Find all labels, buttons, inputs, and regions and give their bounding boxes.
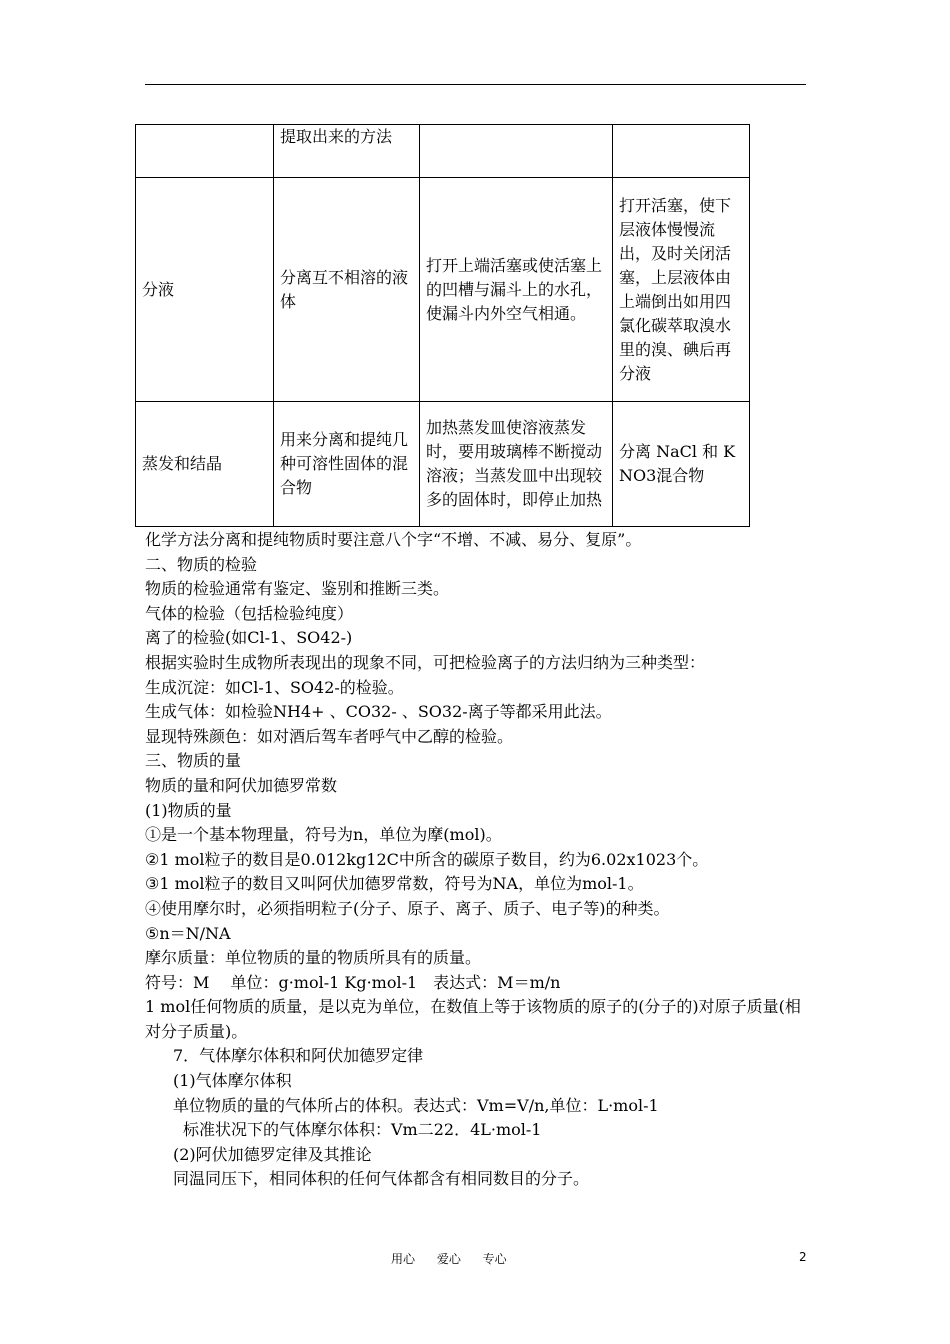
- text-line: (1)物质的量: [145, 800, 232, 820]
- text-line: 符号：M 单位：g·mol-1 Kg·mol-1 表达式：M＝m/n: [145, 972, 561, 992]
- text-line: 物质的检验通常有鉴定、鉴别和推断三类。: [145, 579, 450, 599]
- example-cell: 分离 NaCl 和 KNO3混合物: [613, 402, 750, 527]
- purpose-cell: 用来分离和提纯几种可溶性固体的混合物: [274, 402, 420, 527]
- text-line: 离了的检验(如Cl-1、SO42-): [145, 628, 353, 648]
- text-line: ①是一个基本物理量，符号为n，单位为摩(mol)。: [145, 825, 502, 845]
- text-line: 同温同压下，相同体积的任何气体都含有相同数目的分子。: [173, 1169, 590, 1189]
- section-heading: 二、物质的检验: [145, 554, 258, 574]
- text-line: 生成气体：如检验NH4+ 、CO32- 、SO32-离子等都采用此法。: [145, 702, 612, 722]
- table-row: [136, 402, 750, 527]
- body-text: [145, 528, 815, 1192]
- text-line: 根据实验时生成物所表现出的现象不同，可把检验离子的方法归纳为三种类型：: [145, 652, 706, 672]
- header-rule: [145, 84, 806, 85]
- operation-cell: [420, 125, 613, 178]
- example-cell: 打开活塞，使下层液体慢慢流出，及时关闭活塞，上层液体由上端倒出如用四氯化碳萃取溴水里的溴、碘后再分液: [613, 178, 750, 402]
- page-number: 2: [799, 1250, 807, 1264]
- separation-methods-table: [135, 124, 750, 527]
- purpose-cell: 提取出来的方法: [274, 125, 420, 178]
- text-line: 摩尔质量：单位物质的量的物质所具有的质量。: [145, 948, 482, 968]
- operation-cell: 加热蒸发皿使溶液蒸发时，要用玻璃棒不断搅动溶液；当蒸发皿中出现较多的固体时，即停止加热: [420, 402, 613, 527]
- method-cell: 分液: [136, 178, 274, 402]
- operation-cell: 打开上端活塞或使活塞上的凹槽与漏斗上的水孔，使漏斗内外空气相通。: [420, 178, 613, 402]
- example-cell: [613, 125, 750, 178]
- purpose-cell: 分离互不相溶的液体: [274, 178, 420, 402]
- text-line: 化学方法分离和提纯物质时要注意八个字“不增、不减、易分、复原”。: [145, 530, 642, 549]
- text-line: 气体的检验（包括检验纯度）: [145, 603, 354, 623]
- text-line: 标准状况下的气体摩尔体积：Vm二22．4L·mol-1: [183, 1120, 542, 1140]
- text-line: 生成沉淀：如Cl-1、SO42-的检验。: [145, 677, 404, 697]
- footer-motto: 用心 爱心 专心: [391, 1252, 507, 1266]
- text-line: ③1 mol粒子的数目又叫阿伏加德罗常数，符号为NA，单位为mol-1。: [145, 874, 644, 894]
- text-line: 单位物质的量的气体所占的体积。表达式：Vm=V/n,单位：L·mol-1: [173, 1095, 659, 1115]
- text-line: 物质的量和阿伏加德罗常数: [145, 775, 338, 795]
- subsection-heading: 7．气体摩尔体积和阿伏加德罗定律: [173, 1046, 424, 1066]
- text-line: ⑤n＝N/NA: [145, 923, 231, 943]
- text-line: (2)阿伏加德罗定律及其推论: [173, 1144, 372, 1164]
- table-row: [136, 125, 750, 178]
- text-line: 显现特殊颜色：如对酒后驾车者呼气中乙醇的检验。: [145, 726, 514, 746]
- method-cell: [136, 125, 274, 178]
- text-line: ④使用摩尔时，必须指明粒子(分子、原子、离子、质子、电子等)的种类。: [145, 898, 670, 918]
- section-heading: 三、物质的量: [145, 751, 242, 771]
- method-cell: 蒸发和结晶: [136, 402, 274, 527]
- text-line: (1)气体摩尔体积: [173, 1071, 292, 1091]
- text-line: ②1 mol粒子的数目是0.012kg12C中所含的碳原子数目，约为6.02x1023个。: [145, 849, 709, 869]
- text-line: 1 mol任何物质的质量，是以克为单位，在数值上等于该物质的原子的(分子的)对原子质量(相对分子质量)。: [145, 997, 801, 1041]
- table-row: [136, 178, 750, 402]
